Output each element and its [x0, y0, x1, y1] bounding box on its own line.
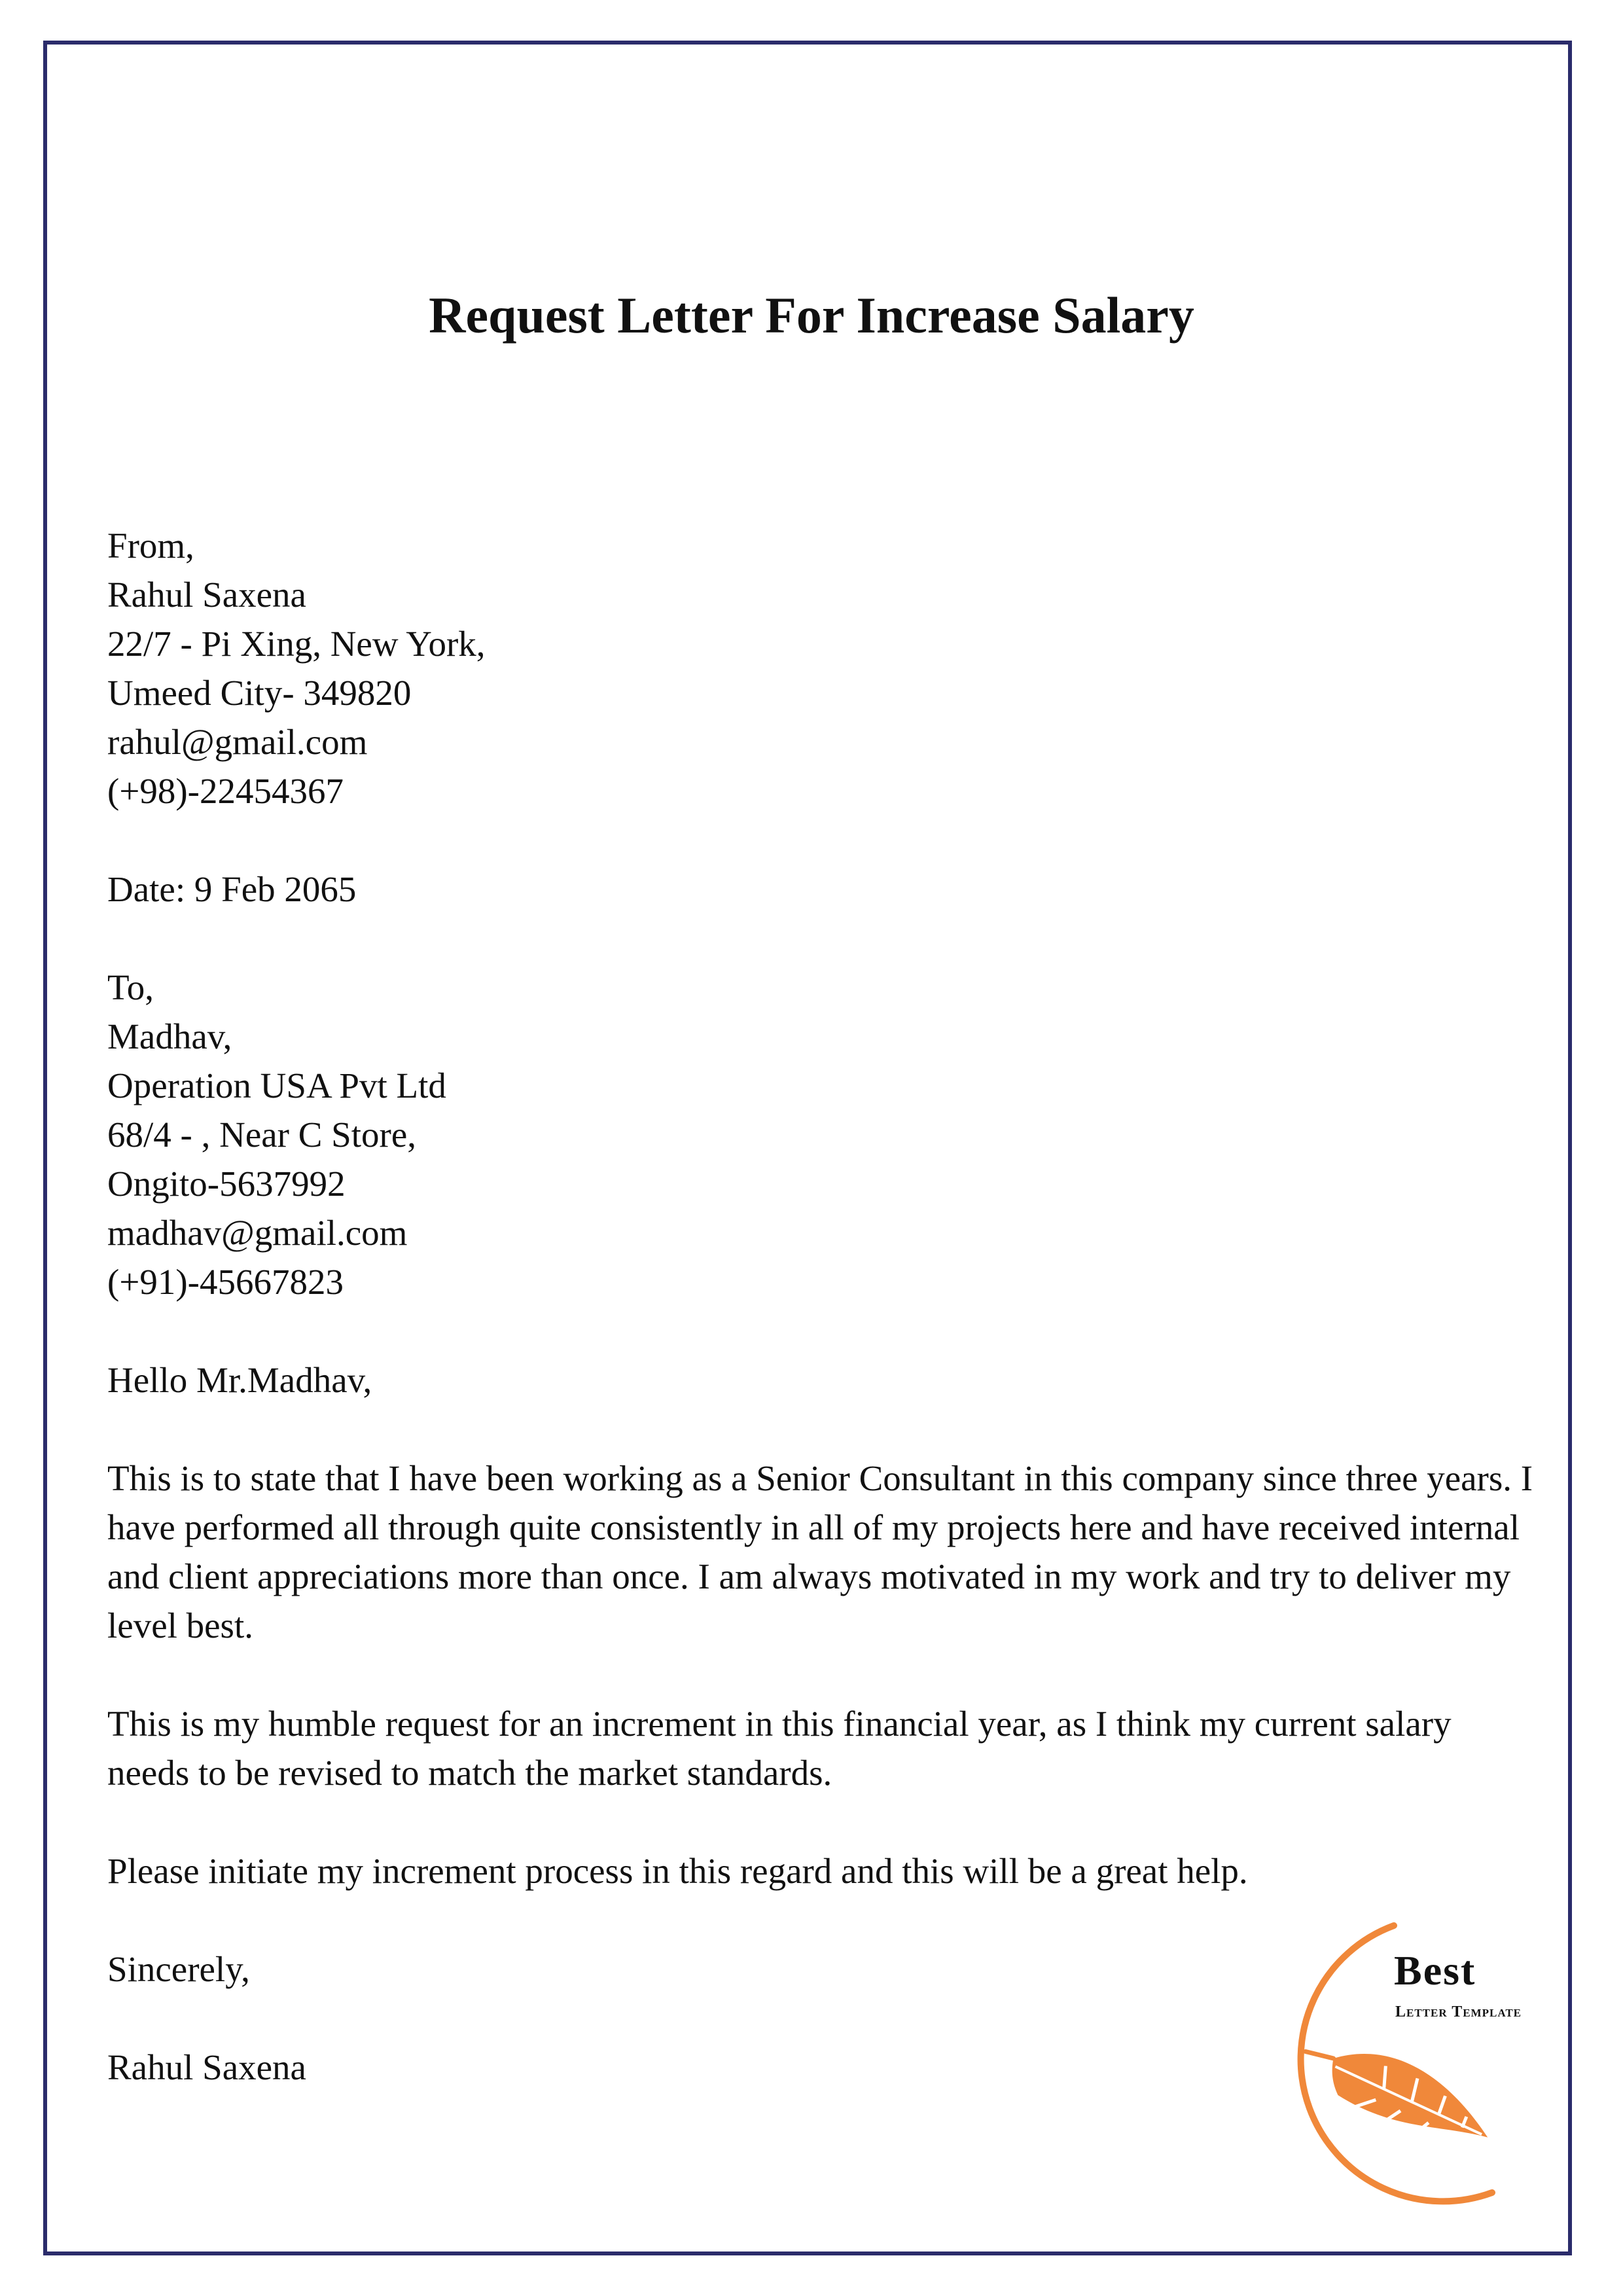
recipient-email: madhav@gmail.com [107, 1213, 408, 1253]
logo-subtitle: Letter Template [1395, 2003, 1522, 2020]
recipient-name: Madhav, [107, 1016, 232, 1056]
body-paragraph-1: This is to state that I have been working as a Senior Consultant in this company since three years. I have performed all through quite consistently in all of my projects here and have received internal and client appreciations more than once. I am always motivated in my work and try to deliver my level best. [107, 1458, 1533, 1645]
body-paragraph-3: Please initiate my increment process in this regard and this will be a great help. [107, 1851, 1248, 1891]
recipient-address-line-1: 68/4 - , Near C Store, [107, 1115, 416, 1155]
letter-title: Request Letter For Increase Salary [429, 287, 1194, 344]
sender-address-line-1: 22/7 - Pi Xing, New York, [107, 624, 486, 664]
brand-logo [1257, 1911, 1571, 2212]
sender-heading: From, [107, 526, 194, 565]
recipient-company: Operation USA Pvt Ltd [107, 1066, 446, 1105]
sender-phone: (+98)-22454367 [107, 771, 344, 811]
logo-brand-text: Best [1394, 1947, 1476, 1994]
recipient-heading: To, [107, 967, 154, 1007]
closing: Sincerely, [107, 1949, 250, 1989]
letter-date: Date: 9 Feb 2065 [107, 869, 357, 909]
greeting: Hello Mr.Madhav, [107, 1360, 372, 1400]
sender-name: Rahul Saxena [107, 575, 306, 615]
sender-address-line-2: Umeed City- 349820 [107, 673, 412, 713]
sender-email: rahul@gmail.com [107, 722, 368, 762]
body-paragraph-2: This is my humble request for an increment in this financial year, as I think my current salary needs to be revised to match the market standards. [107, 1704, 1452, 1793]
recipient-phone: (+91)-45667823 [107, 1262, 344, 1302]
sender-block [107, 521, 486, 816]
recipient-block [107, 963, 446, 1306]
signature-name: Rahul Saxena [107, 2047, 306, 2087]
recipient-address-line-2: Ongito-5637992 [107, 1164, 346, 1204]
